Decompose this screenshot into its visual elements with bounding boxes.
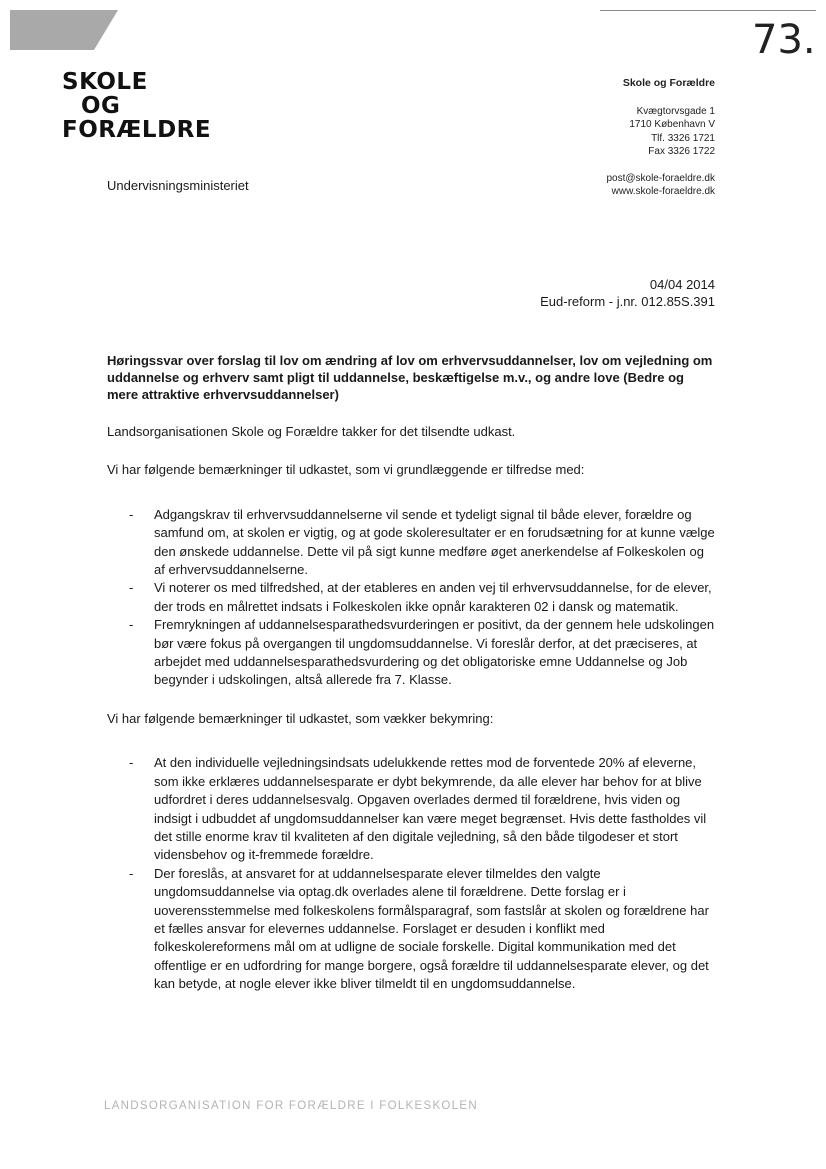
logo-line-skole: SKOLE <box>62 69 148 95</box>
intro-paragraph: Landsorganisationen Skole og Forældre takker for det tilsendte udkast. <box>107 424 516 439</box>
sender-city: 1710 København V <box>629 119 715 130</box>
logo-line-og: OG <box>81 93 121 119</box>
letter-body <box>107 352 717 1014</box>
sender-block <box>606 77 715 199</box>
footer-organization: LANDSORGANISATION FOR FORÆLDRE I FOLKESKOLEN <box>104 1100 478 1112</box>
list-item: - At den individuelle vejledningsindsats udelukkende rettes mod de forventede 20% af eleverne, som ikke erklæres uddannelsesparate er dybt bekymrende, da alle elever har behov for at blive udfordret i deres uddannelsesvalg. Opgaven overlades dermed til forældrene, hvis viden og indsigt i udbuddet af ungdomsuddannelser kan være meget begrænset. Hvis dette fastholdes vil det stille enorme krav til kvaliteten af den digitale vejledning, så den både tilgodeser et stort vidensbehov og it-fremmede forældre. <box>107 754 717 864</box>
sender-fax: Fax 3326 1722 <box>648 146 715 157</box>
recipient: Undervisningsministeriet <box>107 178 249 193</box>
sender-phone: Tlf. 3326 1721 <box>651 132 715 144</box>
letter-reference: Eud-reform - j.nr. 012.85S.391 <box>540 294 715 309</box>
letter-date: 04/04 2014 <box>649 277 715 292</box>
list-item: - Adgangskrav til erhvervsuddannelserne vil sende et tydeligt signal til både elever, forældre og samfund om, at skolen er vigtig, og at gode skoleresultater er en forudsætning for at kunne vælge den ønskede uddannelse. Dette vil på sigt kunne medføre øget anerkendelse af Folkeskolen og af erhvervsuddannelserne. <box>107 506 717 580</box>
sender-email: post@skole-foraeldre.dk <box>606 172 715 184</box>
organization-logo <box>62 70 211 142</box>
sender-name: Skole og Forældre <box>622 77 715 89</box>
positive-points-list <box>107 506 717 690</box>
list-item: - Der foreslås, at ansvaret for at uddannelsesparate elever tilmeldes den valgte ungdomsuddannelse via optag.dk overlades alene til forældrene. Dette forslag er i uoverensstemmelse med folkeskolens formålsparagraf, som fastslår at skolen og forældrene har et fælles ansvar for elevernes uddannelse. Forslaget er desuden i konflikt med folkeskolereformens mål om at udligne de sociale forskelle. Digital kommunikation med det offentlige er en udfordring for mange borgere, også forældre til uddannelsesparate elever, og det kan betyde, at nogle elever ikke bliver tilmeldt til en ungdomsuddannelse. <box>107 865 717 994</box>
logo-line-foraeldre: FORÆLDRE <box>62 117 212 143</box>
date-reference-block <box>540 276 715 310</box>
scan-corner-shade <box>10 10 118 50</box>
list-item: - Fremrykningen af uddannelsesparathedsvurderingen er positivt, da der gennem hele udskolingen bør være fokus på overgangen til ungdomsuddannelse. Vi foreslår derfor, at det præciseres, at arbejdet med uddannelsesparathedsvurdering og det obligatoriske emne Uddannelse og Job begynder i udskolingen, altså allerede fra 7. Klasse. <box>107 616 717 690</box>
positive-intro: Vi har følgende bemærkninger til udkastet, som vi grundlæggende er tilfredse med: <box>107 462 585 478</box>
list-item: - Vi noterer os med tilfredshed, at der etableres en anden vej til erhvervsuddannelse, for de elever, der trods en målrettet indsats i Folkeskolen ikke opnår karakteren 02 i dansk og matematik. <box>107 579 717 616</box>
letter-heading: Høringssvar over forslag til lov om ændring af lov om erhvervsuddannelser, lov om vejledning om uddannelse og erhverv samt pligt til uddannelse, beskæftigelse m.v., og andre love (Bedre og mere attraktive erhvervsuddannelser) <box>107 353 713 402</box>
sender-street: Kvægtorvsgade 1 <box>636 105 715 117</box>
concern-points-list <box>107 754 717 993</box>
scan-top-rule <box>600 10 816 11</box>
sender-web: www.skole-foraeldre.dk <box>611 186 715 197</box>
handwritten-page-number: 73. <box>752 17 816 63</box>
concern-intro: Vi har følgende bemærkninger til udkastet, som vækker bekymring: <box>107 710 494 726</box>
